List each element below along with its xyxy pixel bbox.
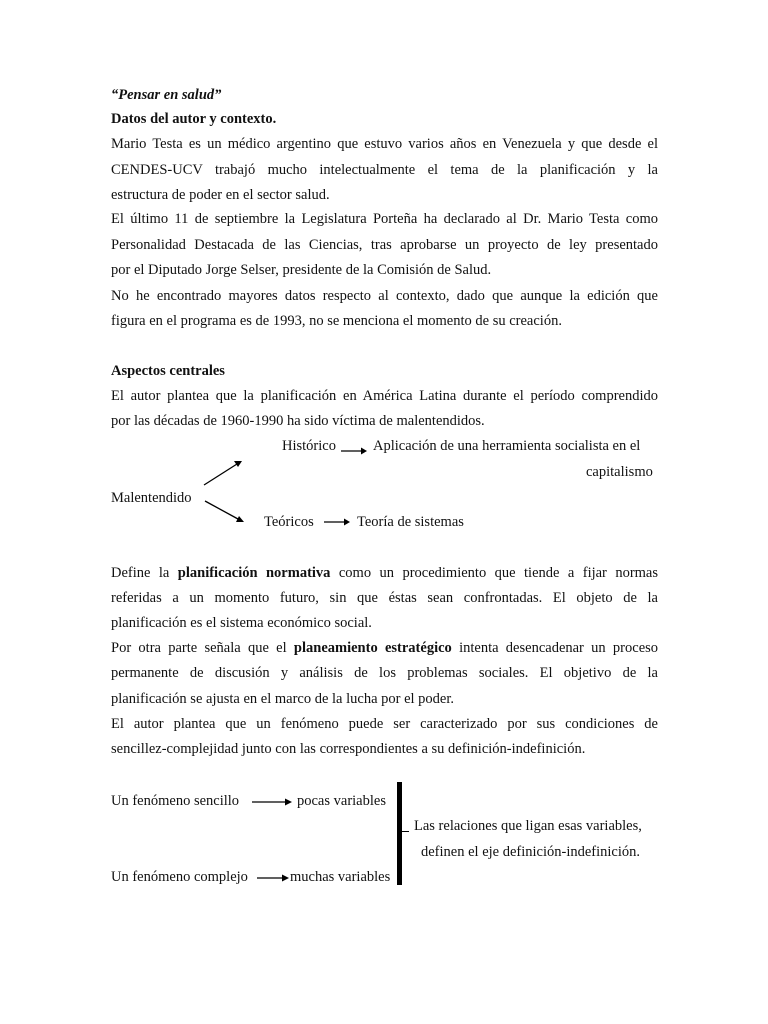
- diagram-complex-label: Un fenómeno complejo: [111, 869, 248, 885]
- paragraph-line: sencillez-complejidad junto con las correspondientes a su definición-indefinición.: [111, 741, 586, 757]
- diagram-conclusion-line1: Las relaciones que ligan esas variables,: [414, 818, 642, 834]
- term-planeamiento-estrategico: planeamiento estratégico: [293, 640, 452, 656]
- diagram-simple-label: Un fenómeno sencillo: [111, 793, 240, 809]
- arrow-right-icon: [341, 446, 367, 456]
- paragraph-line: El último 11 de septiembre la Legislatura Porteña ha declarado al Dr. Mario Testa como: [111, 211, 658, 227]
- paragraph-line: CENDES-UCV trabajó mucho intelectualmente el tema de la planificación y la: [111, 162, 658, 178]
- document-title: “Pensar en salud”: [111, 87, 222, 103]
- paragraph-line: planificación es el sistema económico social.: [111, 615, 372, 631]
- term-planificacion-normativa: planificación normativa: [177, 565, 331, 581]
- diagram-conclusion-line2: definen el eje definición-indefinición.: [421, 844, 641, 860]
- paragraph-line: Mario Testa es un médico argentino que estuvo varios años en Venezuela y que desde el: [111, 136, 658, 152]
- paragraph-line: figura en el programa es de 1993, no se menciona el momento de su creación.: [111, 313, 562, 329]
- paragraph-line: por el Diputado Jorge Selser, presidente de la Comisión de Salud.: [111, 262, 492, 278]
- diagram-target-teoricos: Teoría de sistemas: [357, 514, 464, 530]
- diagram-branch-historico: Histórico: [282, 438, 336, 454]
- paragraph-line: referidas a un momento futuro, sin que éstas sean confrontadas. El objeto de la: [111, 590, 658, 606]
- paragraph-line: Define la planificación normativa como un procedimiento que tiende a fijar normas: [111, 565, 659, 581]
- paragraph-line: Por otra parte señala que el planeamiento estratégico intenta desencadenar un proceso: [111, 640, 659, 656]
- bracket-divider: [397, 782, 402, 885]
- section-heading-central: Aspectos centrales: [111, 363, 225, 379]
- arrow-right-icon: [252, 797, 292, 807]
- paragraph-line: El autor plantea que un fenómeno puede ser caracterizado por sus condiciones de: [111, 716, 658, 732]
- bracket-tick: [402, 831, 409, 832]
- arrow-right-icon: [324, 517, 350, 527]
- diagram-target-historico: Aplicación de una herramienta socialista en el: [373, 438, 641, 454]
- paragraph-line: Personalidad Destacada de las Ciencias, tras aprobarse un proyecto de ley presentado: [111, 237, 658, 253]
- paragraph-line: estructura de poder en el sector salud.: [111, 187, 330, 203]
- paragraph-line: por las décadas de 1960-1990 ha sido víctima de malentendidos.: [111, 413, 485, 429]
- diagram-simple-target: pocas variables: [297, 793, 386, 809]
- diagram-branch-teoricos: Teóricos: [264, 514, 314, 530]
- arrow-right-icon: [257, 873, 289, 883]
- diagram-branch-arrows-icon: [200, 455, 250, 527]
- paragraph-line: permanente de discusión y análisis de los problemas sociales. El objetivo de la: [111, 665, 658, 681]
- diagram-complex-target: muchas variables: [290, 869, 391, 885]
- paragraph-line: No he encontrado mayores datos respecto al contexto, dado que aunque la edición que: [111, 288, 658, 304]
- paragraph-line: planificación se ajusta en el marco de la lucha por el poder.: [111, 691, 455, 707]
- section-heading-author: Datos del autor y contexto.: [111, 111, 277, 127]
- diagram-target-historico-cont: capitalismo: [586, 464, 653, 480]
- paragraph-line: El autor plantea que la planificación en América Latina durante el período comprendido: [111, 388, 658, 404]
- diagram-root-malentendido: Malentendido: [111, 490, 192, 506]
